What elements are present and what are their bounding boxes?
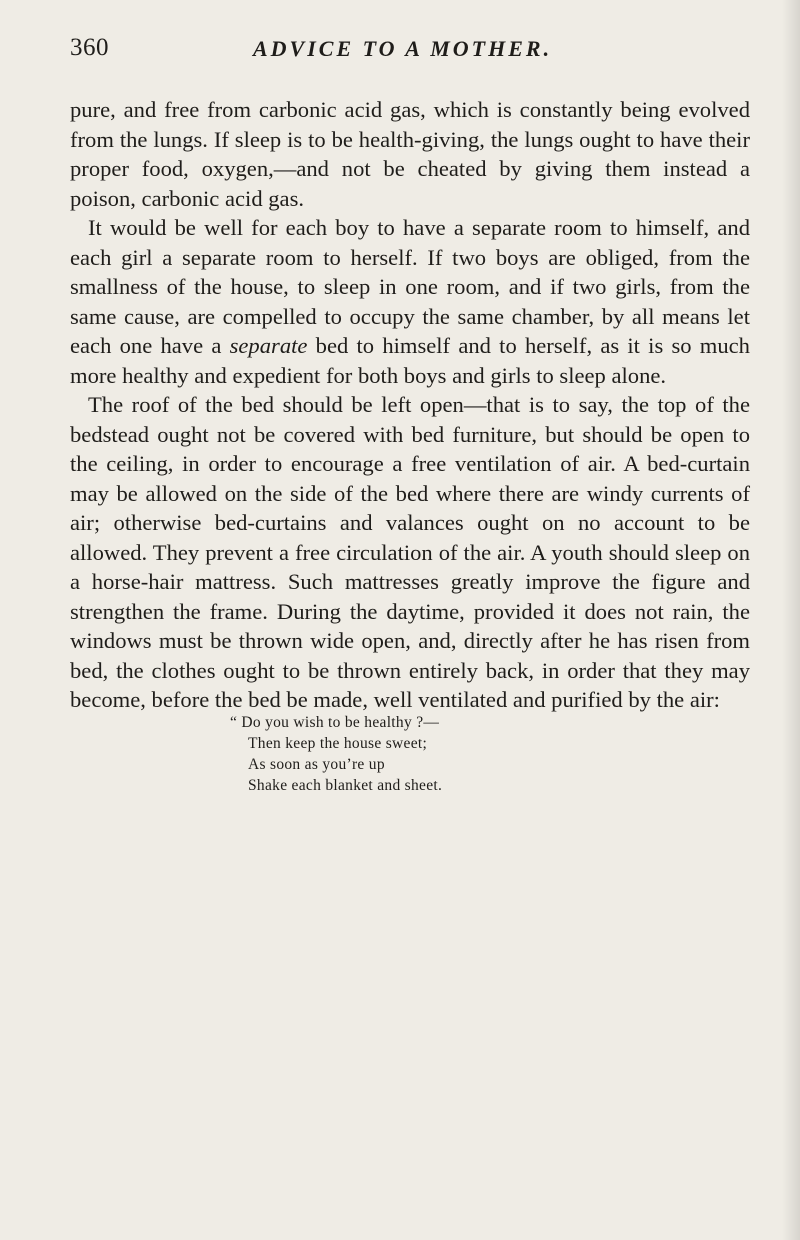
paragraph-3 <box>70 390 750 715</box>
page-header <box>70 34 750 74</box>
paragraph-2-text: It would be well for each boy to have a separate room to himself, and each girl a separate room to herself. If two boys are obliged, from the smallness of the house, to sleep in one room, and if two girls, from the same cause, are compelled to occupy the same chamber, by all means let each one have a <box>70 215 750 358</box>
paragraph-1-text: pure, and free from carbonic acid gas, which is constantly being evolved from the lungs. If sleep is to be health-giving, the lungs ought to have their proper food, oxygen,—and not be cheated by giving them instead a poison, carbonic acid gas. <box>70 97 750 211</box>
verse-quote <box>230 712 442 796</box>
paragraph-1 <box>70 95 750 213</box>
body-text <box>70 95 750 715</box>
verse-line: “ Do you wish to be healthy ?— <box>230 714 440 731</box>
emphasis-separate: separate <box>229 333 308 358</box>
verse-line: As soon as you’re up <box>248 756 385 773</box>
verse-line: Then keep the house sweet; <box>248 735 428 752</box>
verse-line: Shake each blanket and sheet. <box>248 777 443 794</box>
running-head: ADVICE TO A MOTHER. <box>253 36 553 61</box>
paragraph-2-text-end: bed to himself and to herself, as it is so much more healthy and expedient for both boys and girls to sleep alone. <box>70 333 750 388</box>
page-edge-shadow <box>782 0 800 1240</box>
paragraph-3-text: The roof of the bed should be left open—that is to say, the top of the bedstead ought not be covered with bed furniture, but should be open to the ceiling, in order to encourage a free ventilation of air. A bed-curtain may be allowed on the side of the bed where there are windy currents of air; otherwise bed-curtains and valances ought on no account to be allowed. They prevent a free circulation of the air. A youth should sleep on a horse-hair mattress. Such mattresses greatly improve the figure and strengthen the frame. During the daytime, provided it does not rain, the windows must be thrown wide open, and, directly after he has risen from bed, the clothes ought to be thrown entirely back, in order that they may become, before the bed be made, well ventilated and purified by the air: <box>70 392 750 712</box>
paragraph-2 <box>70 213 750 390</box>
page-number: 360 <box>70 34 109 61</box>
